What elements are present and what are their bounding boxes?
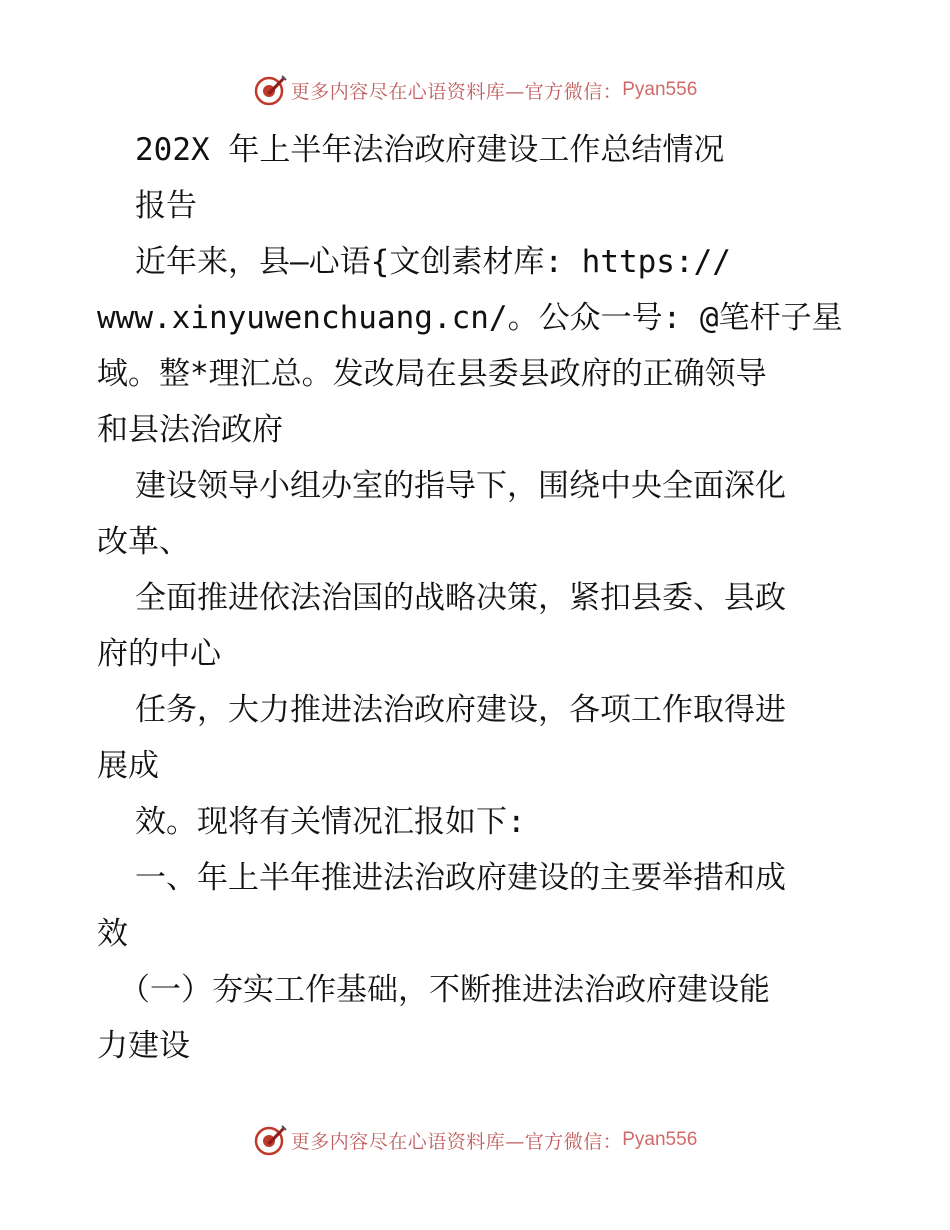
paragraph-line: 效。现将有关情况汇报如下: <box>135 804 526 840</box>
paragraph-line: 近年来，县—心语{文创素材库: https:// <box>135 244 731 280</box>
header-banner <box>0 70 950 110</box>
subsection-heading-cont: 力建设 <box>97 1028 190 1064</box>
banner-text: 更多内容尽在心语资料库—官方微信： <box>290 80 623 103</box>
paragraph-line: 和县法治政府 <box>97 412 283 448</box>
paragraph-line: 全面推进依法治国的战略决策，紧扣县委、县政 <box>135 580 786 616</box>
paragraph-line: 展成 <box>97 748 159 784</box>
paragraph-line: 建设领导小组办室的指导下，围绕中央全面深化 <box>135 468 786 504</box>
paragraph-line: 域。整*理汇总。发改局在县委县政府的正确领导 <box>97 356 767 392</box>
document-body <box>97 122 857 1074</box>
banner-wechat-id: Pyan556 <box>622 1129 698 1150</box>
paragraph-line: 改革、 <box>97 524 190 560</box>
pen-logo-icon <box>253 73 287 107</box>
subsection-heading: （一）夯实工作基础，不断推进法治政府建设能 <box>119 972 770 1008</box>
section-heading: 一、年上半年推进法治政府建设的主要举措和成 <box>135 860 786 896</box>
footer-banner <box>0 1120 950 1160</box>
banner-wechat-id: Pyan556 <box>622 79 698 100</box>
section-heading-cont: 效 <box>97 916 128 952</box>
banner-text: 更多内容尽在心语资料库—官方微信： <box>290 1130 623 1153</box>
document-title: 202X 年上半年法治政府建设工作总结情况 <box>135 132 725 168</box>
document-title-cont: 报告 <box>135 188 197 224</box>
paragraph-line: 任务，大力推进法治政府建设，各项工作取得进 <box>135 692 786 728</box>
pen-logo-icon <box>253 1123 287 1157</box>
paragraph-line: www.xinyuwenchuang.cn/。公众一号: @笔杆子星 <box>97 300 843 336</box>
paragraph-line: 府的中心 <box>97 636 221 672</box>
